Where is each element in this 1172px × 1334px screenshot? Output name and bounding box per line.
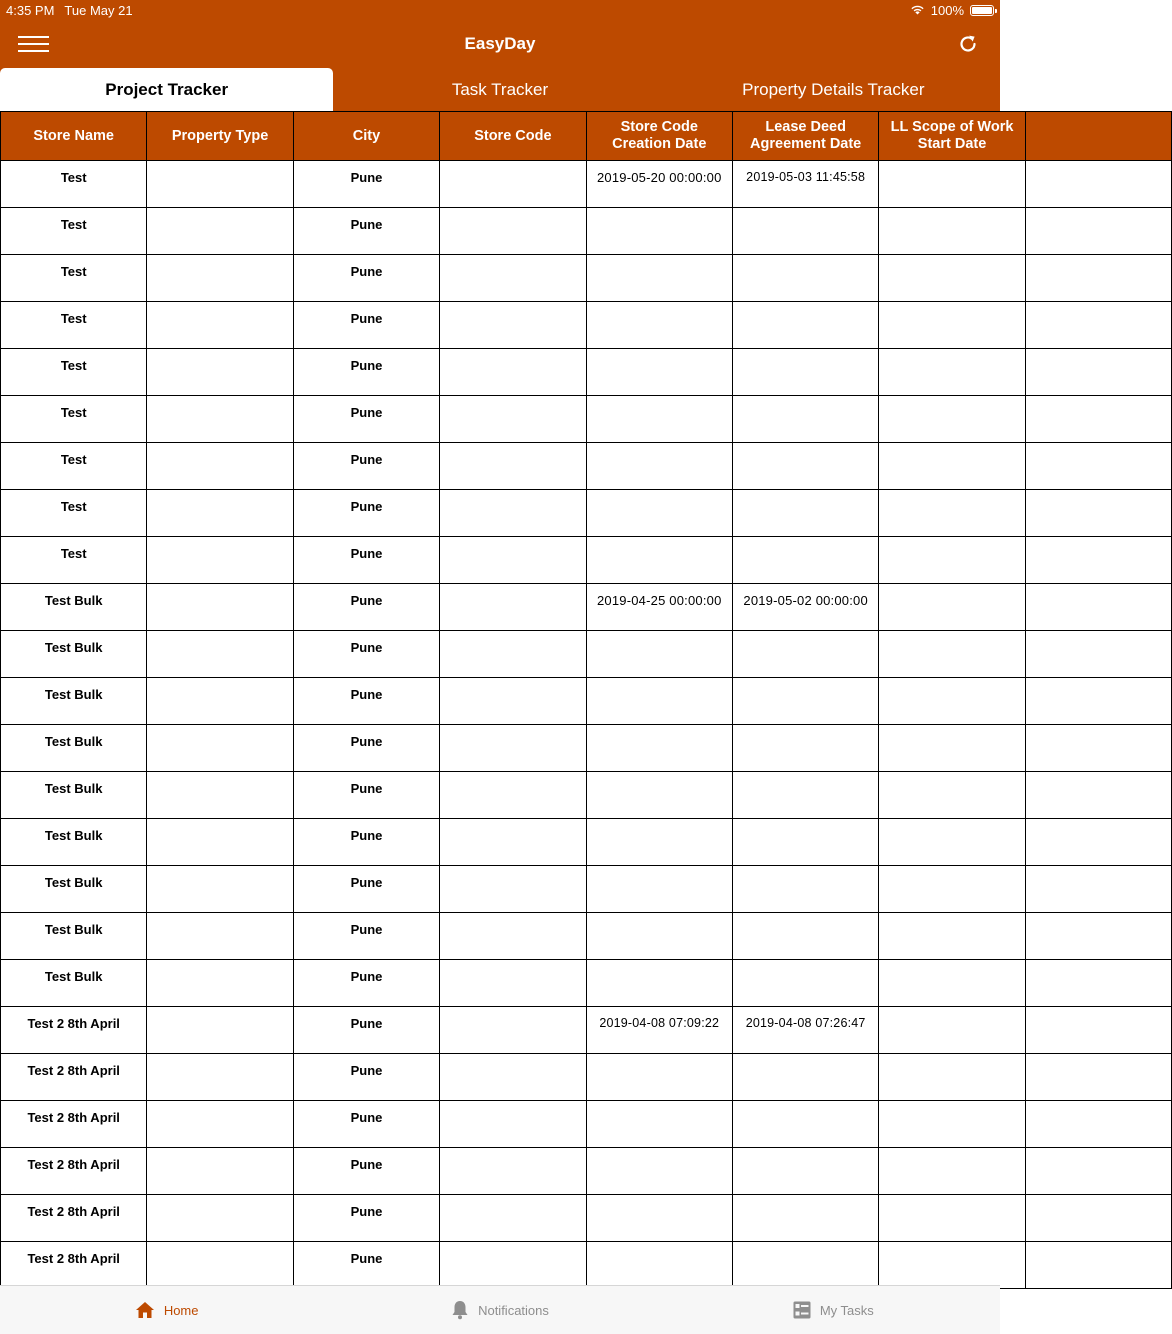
table-cell <box>147 1195 293 1242</box>
table-cell-overflow <box>1025 537 1171 584</box>
table-cell <box>147 1054 293 1101</box>
table-cell <box>440 772 586 819</box>
table-cell <box>586 255 732 302</box>
table-cell <box>147 396 293 443</box>
table-cell: Test Bulk <box>1 584 147 631</box>
table-cell: Test 2 8th April <box>1 1007 147 1054</box>
table-row[interactable] <box>1 772 1172 819</box>
table-cell <box>440 1007 586 1054</box>
table-cell <box>879 208 1025 255</box>
tab-bar <box>0 68 1000 111</box>
table-cell <box>440 725 586 772</box>
table-cell <box>879 1007 1025 1054</box>
table-cell <box>732 1101 878 1148</box>
table-cell: Test Bulk <box>1 819 147 866</box>
table-cell <box>879 678 1025 725</box>
table-cell <box>147 161 293 208</box>
wifi-icon <box>910 3 925 18</box>
table-row[interactable] <box>1 960 1172 1007</box>
table-cell <box>586 725 732 772</box>
table-cell: Pune <box>293 396 439 443</box>
table-cell <box>440 1148 586 1195</box>
table-row[interactable] <box>1 537 1172 584</box>
column-header-overflow <box>1025 112 1171 161</box>
table-cell <box>147 302 293 349</box>
table-cell <box>586 349 732 396</box>
table-cell <box>586 960 732 1007</box>
table-row[interactable] <box>1 678 1172 725</box>
table-cell: Test 2 8th April <box>1 1242 147 1289</box>
table-cell <box>586 913 732 960</box>
table-cell <box>147 1007 293 1054</box>
tab-project-tracker[interactable]: Project Tracker <box>0 68 333 111</box>
table-cell: 2019-04-08 07:09:22 <box>586 1007 732 1054</box>
table-cell <box>732 396 878 443</box>
table-cell-overflow <box>1025 819 1171 866</box>
table-cell-overflow <box>1025 584 1171 631</box>
table-row[interactable] <box>1 208 1172 255</box>
table-cell: 2019-04-08 07:26:47 <box>732 1007 878 1054</box>
table-cell: Pune <box>293 1101 439 1148</box>
table-cell <box>879 584 1025 631</box>
battery-icon <box>970 5 994 16</box>
bell-icon <box>451 1300 469 1320</box>
table-cell: Pune <box>293 1007 439 1054</box>
table-row[interactable] <box>1 631 1172 678</box>
table-cell <box>732 631 878 678</box>
table-cell <box>586 1054 732 1101</box>
table-cell: Test Bulk <box>1 678 147 725</box>
column-header-city: City <box>293 112 439 161</box>
table-cell <box>147 490 293 537</box>
table-cell <box>879 866 1025 913</box>
table-cell <box>147 255 293 302</box>
table-cell <box>147 208 293 255</box>
table-cell <box>879 1195 1025 1242</box>
table-cell <box>879 819 1025 866</box>
table-cell <box>879 1242 1025 1289</box>
table-cell: Test Bulk <box>1 725 147 772</box>
table-cell <box>440 1101 586 1148</box>
table-cell <box>440 349 586 396</box>
battery-percent: 100% <box>930 2 964 18</box>
table-row[interactable] <box>1 913 1172 960</box>
table-cell: Pune <box>293 960 439 1007</box>
table-cell <box>440 443 586 490</box>
table-cell: Pune <box>293 819 439 866</box>
table-cell: Test Bulk <box>1 960 147 1007</box>
table-cell: 2019-05-02 00:00:00 <box>732 584 878 631</box>
table-cell <box>586 1101 732 1148</box>
table-cell-overflow <box>1025 302 1171 349</box>
table-cell: 2019-05-03 11:45:58 <box>732 161 878 208</box>
table-cell <box>732 1054 878 1101</box>
table-cell-overflow <box>1025 1007 1171 1054</box>
table-cell: Pune <box>293 584 439 631</box>
bottom-tab-label: Home <box>163 1302 199 1318</box>
table-cell <box>440 302 586 349</box>
nav-bar <box>0 20 1000 68</box>
table-cell: Pune <box>293 490 439 537</box>
table-row[interactable] <box>1 1148 1172 1195</box>
table-cell <box>440 396 586 443</box>
table-row[interactable] <box>1 725 1172 772</box>
table-cell: Pune <box>293 349 439 396</box>
table-cell: Test <box>1 255 147 302</box>
table-cell <box>732 302 878 349</box>
column-header-ll-scope-of-work-start-date: LL Scope of Work Start Date <box>879 112 1025 161</box>
table-cell <box>732 819 878 866</box>
table-cell <box>440 631 586 678</box>
table-cell <box>147 1242 293 1289</box>
table-cell: Test <box>1 490 147 537</box>
table-cell <box>147 443 293 490</box>
table-cell: Test <box>1 161 147 208</box>
column-header-store-name: Store Name <box>1 112 147 161</box>
table-row[interactable] <box>1 443 1172 490</box>
table-cell <box>732 255 878 302</box>
table-cell <box>879 396 1025 443</box>
table-cell <box>147 349 293 396</box>
table-cell: Pune <box>293 208 439 255</box>
table-cell <box>879 913 1025 960</box>
table-row[interactable] <box>1 866 1172 913</box>
table-row[interactable] <box>1 161 1172 208</box>
table-cell: Pune <box>293 255 439 302</box>
table-cell: Pune <box>293 678 439 725</box>
column-header-property-type: Property Type <box>147 112 293 161</box>
table-cell <box>440 960 586 1007</box>
table-cell <box>586 631 732 678</box>
table-cell-overflow <box>1025 678 1171 725</box>
table-row[interactable] <box>1 302 1172 349</box>
table-cell: Pune <box>293 631 439 678</box>
table-cell <box>440 866 586 913</box>
table-cell <box>879 302 1025 349</box>
table-cell <box>879 1148 1025 1195</box>
table-cell <box>586 443 732 490</box>
table-cell <box>586 1148 732 1195</box>
table-cell-overflow <box>1025 443 1171 490</box>
table-cell <box>147 1148 293 1195</box>
table-cell <box>732 960 878 1007</box>
column-header-lease-deed-agreement-date: Lease Deed Agreement Date <box>732 112 878 161</box>
table-body <box>1 161 1172 1289</box>
table-cell <box>440 255 586 302</box>
project-table <box>0 111 1172 1289</box>
table-row[interactable] <box>1 1054 1172 1101</box>
table-cell <box>732 208 878 255</box>
table-row[interactable] <box>1 584 1172 631</box>
table-cell-overflow <box>1025 866 1171 913</box>
table-cell <box>440 208 586 255</box>
bottom-tab-home[interactable] <box>0 1301 333 1319</box>
table-cell <box>879 960 1025 1007</box>
table-cell <box>732 490 878 537</box>
table-cell <box>732 349 878 396</box>
table-cell <box>440 490 586 537</box>
table-cell <box>147 678 293 725</box>
table-row[interactable] <box>1 490 1172 537</box>
table-cell: Test <box>1 443 147 490</box>
table-cell <box>732 1195 878 1242</box>
table-cell <box>440 678 586 725</box>
table-cell <box>440 819 586 866</box>
status-time: 4:35 PM <box>6 2 55 18</box>
table-cell <box>586 537 732 584</box>
table-cell <box>440 537 586 584</box>
table-cell-overflow <box>1025 208 1171 255</box>
table-cell: Test Bulk <box>1 866 147 913</box>
table-cell <box>147 537 293 584</box>
table-cell: Test 2 8th April <box>1 1054 147 1101</box>
table-cell <box>440 1195 586 1242</box>
table-cell-overflow <box>1025 1195 1171 1242</box>
table-cell-overflow <box>1025 1054 1171 1101</box>
table-cell-overflow <box>1025 960 1171 1007</box>
table-cell <box>440 161 586 208</box>
status-bar <box>0 0 1000 20</box>
table-cell <box>147 725 293 772</box>
table-cell-overflow <box>1025 772 1171 819</box>
table-row[interactable] <box>1 1195 1172 1242</box>
table-cell <box>147 960 293 1007</box>
tab-task-tracker[interactable]: Task Tracker <box>451 79 549 99</box>
table-cell: Pune <box>293 1054 439 1101</box>
table-cell <box>586 302 732 349</box>
table-cell: Test Bulk <box>1 913 147 960</box>
bottom-tab-my-tasks[interactable] <box>667 1301 1000 1319</box>
table-cell: 2019-04-25 00:00:00 <box>586 584 732 631</box>
table-cell <box>732 678 878 725</box>
table-cell <box>879 490 1025 537</box>
table-cell <box>147 1101 293 1148</box>
table-cell <box>586 772 732 819</box>
table-cell <box>879 255 1025 302</box>
table-cell: Test Bulk <box>1 631 147 678</box>
table-cell <box>586 819 732 866</box>
table-row[interactable] <box>1 1101 1172 1148</box>
status-right <box>910 3 994 18</box>
refresh-icon[interactable] <box>956 32 980 56</box>
table-cell <box>879 772 1025 819</box>
table-cell <box>147 819 293 866</box>
table-cell: Pune <box>293 1195 439 1242</box>
table-cell: Test Bulk <box>1 772 147 819</box>
table-cell <box>732 913 878 960</box>
table-cell <box>732 866 878 913</box>
table-cell: Test <box>1 349 147 396</box>
table-cell <box>440 913 586 960</box>
table-cell: Pune <box>293 913 439 960</box>
table-cell: Test 2 8th April <box>1 1101 147 1148</box>
table-cell: Pune <box>293 772 439 819</box>
table-cell: Pune <box>293 443 439 490</box>
table-cell <box>879 161 1025 208</box>
table-cell: Test <box>1 302 147 349</box>
table-header-row <box>1 112 1172 161</box>
table-cell <box>879 631 1025 678</box>
table-cell: Pune <box>293 302 439 349</box>
battery-level <box>972 7 992 14</box>
tasks-icon <box>793 1301 811 1319</box>
table-cell-overflow <box>1025 255 1171 302</box>
table-cell <box>879 349 1025 396</box>
table-row[interactable] <box>1 819 1172 866</box>
table-cell: Pune <box>293 725 439 772</box>
column-header-store-code-creation-date: Store Code Creation Date <box>586 112 732 161</box>
table-cell <box>586 866 732 913</box>
table-cell: Test <box>1 208 147 255</box>
table-cell-overflow <box>1025 349 1171 396</box>
table-cell <box>586 1242 732 1289</box>
table-cell <box>440 584 586 631</box>
table-cell <box>586 678 732 725</box>
project-table-scroll[interactable] <box>0 111 1014 1285</box>
table-cell <box>147 772 293 819</box>
table-cell-overflow <box>1025 490 1171 537</box>
table-cell-overflow <box>1025 1148 1171 1195</box>
table-cell <box>879 1054 1025 1101</box>
table-cell-overflow <box>1025 913 1171 960</box>
table-cell: 2019-05-20 00:00:00 <box>586 161 732 208</box>
table-cell: Test 2 8th April <box>1 1195 147 1242</box>
table-cell <box>147 866 293 913</box>
bottom-tab-notifications[interactable] <box>333 1300 666 1320</box>
table-cell <box>732 725 878 772</box>
table-cell <box>147 631 293 678</box>
table-cell <box>879 537 1025 584</box>
table-cell-overflow <box>1025 161 1171 208</box>
table-cell-overflow <box>1025 1101 1171 1148</box>
table-cell-overflow <box>1025 631 1171 678</box>
table-row[interactable] <box>1 1007 1172 1054</box>
table-cell <box>879 443 1025 490</box>
bottom-tab-bar <box>0 1285 1000 1334</box>
table-cell: Pune <box>293 537 439 584</box>
table-cell <box>732 1148 878 1195</box>
table-row[interactable] <box>1 1242 1172 1289</box>
table-cell: Test <box>1 537 147 584</box>
table-cell: Pune <box>293 1242 439 1289</box>
table-cell <box>586 396 732 443</box>
table-cell <box>147 913 293 960</box>
table-cell <box>732 1242 878 1289</box>
table-cell-overflow <box>1025 725 1171 772</box>
table-cell: Test <box>1 396 147 443</box>
status-date: Tue May 21 <box>64 2 133 18</box>
table-cell <box>732 537 878 584</box>
table-row[interactable] <box>1 396 1172 443</box>
tab-property-details-tracker[interactable]: Property Details Tracker <box>742 79 925 99</box>
table-row[interactable] <box>1 349 1172 396</box>
table-cell: Test 2 8th April <box>1 1148 147 1195</box>
table-cell: Pune <box>293 161 439 208</box>
table-row[interactable] <box>1 255 1172 302</box>
table-cell <box>586 208 732 255</box>
table-cell: Pune <box>293 866 439 913</box>
table-cell-overflow <box>1025 1242 1171 1289</box>
table-cell: Pune <box>293 1148 439 1195</box>
home-icon <box>135 1301 155 1319</box>
table-cell <box>440 1054 586 1101</box>
table-cell <box>586 1195 732 1242</box>
table-cell <box>586 490 732 537</box>
table-cell-overflow <box>1025 396 1171 443</box>
table-cell <box>879 725 1025 772</box>
table-cell <box>732 772 878 819</box>
app-title: EasyDay <box>464 34 536 53</box>
bottom-tab-label: Notifications <box>478 1302 549 1318</box>
bottom-tab-label: My Tasks <box>819 1302 874 1318</box>
column-header-store-code: Store Code <box>440 112 586 161</box>
table-cell <box>732 443 878 490</box>
table-cell <box>147 584 293 631</box>
table-cell <box>440 1242 586 1289</box>
table-cell <box>879 1101 1025 1148</box>
